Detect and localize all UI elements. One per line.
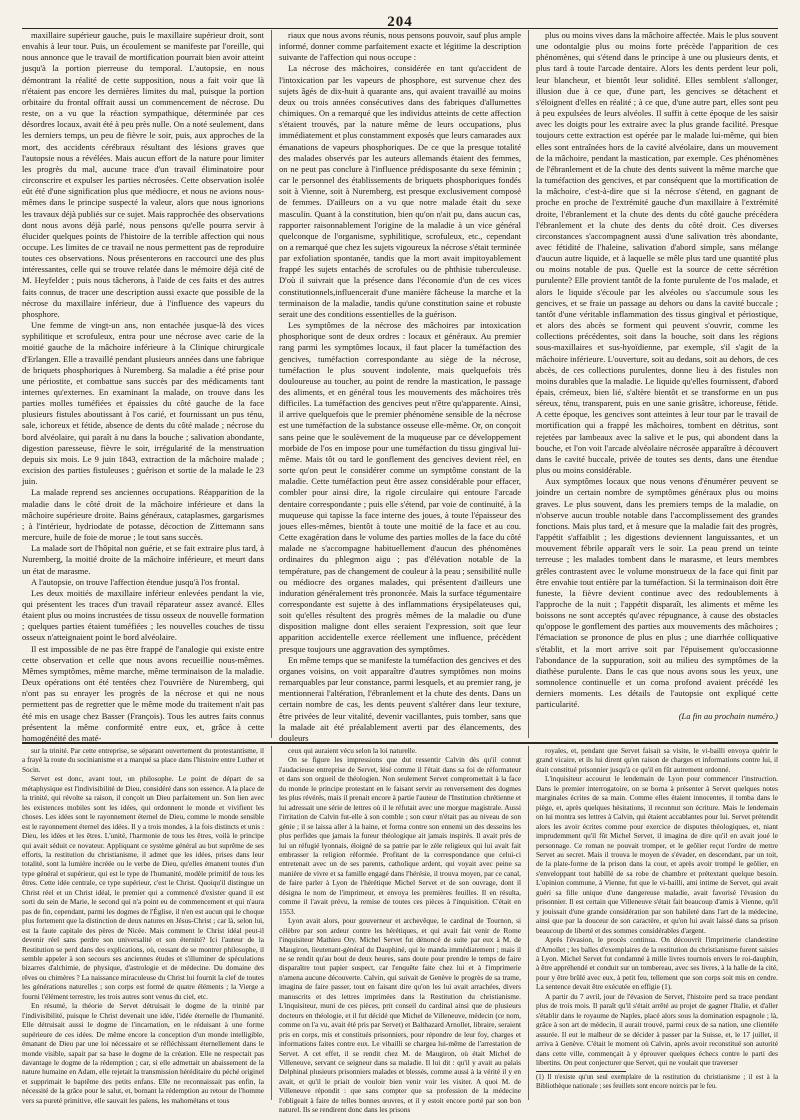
- footnote: (1) Il n'existe qu'un seul exemplaire de la restitution du christianisme ; il est à la Bibliothèque nationale ; ses feuillets sont encore noircis par le feu.: [536, 1074, 778, 1090]
- paragraph: Il est impossible de ne pas être frappé de l'analogie qui existe entre cette observation et celle que nous avons recueillie nous-mêmes. Mêmes symptômes, même marche, même terminaison de la maladie. Deux opérations ont été tentées chez l'ouvrière de Nuremberg, qui n'ont pas su enrayer les progrès de la nécrose et qui ne nous permettent pas de regretter que le même mode du traitement n'ait pas été mis en usage chez Basser (François). Tous les autres faits connus présentent la même conformité entre eux, et, grâce à cette homogénéité des maté-: [22, 643, 264, 743]
- column-divider: [271, 30, 272, 738]
- paragraph: On se figure les impressions que dut ressentir Calvin dès qu'il connut l'audacieuse entreprise de Servet, lésé comme il l'était dans sa foi de réformateur et dans son orgueil de théologien. Non seulement Servet compromettait à la face du monde le principe protestant en le faisant servir au renversement des dogmes les plus révérés, mais il prenait encore à partie l'auteur de l'Institution chrétienne et lui adressait une série de lettres où il le réfutait avec une morgue magistrale. Aussi l'irritation de Calvin fut-elle à son comble ; son cœur n'était pas au niveau de son génie ; il se laissa aller à la haine, et forma contre son ennemi un des desseins les plus perfides que jamais la fureur théologique ait jamais inspirés. Il avait près de lui un réfugié lyonnais, éloigné de sa patrie par le zèle religieux qui lui avait fait embrasser la religion réformée. Profitant de la correspondance que celui-ci entretenait avec un de ses parents, catholique ardent, qui voyait avec peine sa manière de vivre et sa famille engagé dans l'hérésie, il trouva moyen, par ce canal, de faire parler à Lyon de l'hérétique Michel Servet et de son ouvrage, dont il désigna le nom de l'imprimeur, et envoya les premières feuilles. Il en résulta, comme il l'avait prévu, la remise de toutes ces pièces à l'inquisition. C'était en 1553.: [279, 755, 521, 916]
- paragraph: La malade sort de l'hôpital non guérie, et se fait extraire plus tard, à Nuremberg, la moitié droite de la mâchoire inférieure, et meurt dans un état de marasme.: [22, 543, 264, 576]
- servet-article-column-1: [22, 746, 264, 1105]
- paragraph: royales, et, pendant que Servet faisait sa visite, le vi-bailli envoya quérir le grand vicaire, et ils lui dirent qu'en raison de charges et informations contre lui, il était constitué prisonnier jusqu'à ce qu'il en fût autrement ordonné.: [536, 746, 778, 774]
- paragraph: En résumé, la théorie de Servet détruisait le dogme de la trinité par l'indivisibilité, puisque le Christ devenait une idée, l'idée éternelle de l'humanité. Elle détruisait aussi le dogme de l'incarnation, en le réduisant à une forme supérieure de ces idées. De même encore la conception d'un monde intelligible, émanant de Dieu par une loi nécessaire et se réfléchissant éternellement dans le monde visible, sapait par sa base le dogme de la création. Elle ne respectait pas davantage le dogme de la rédemption ; car, si elle admettait un abaissement de la nature humaine en Adam, elle rejetait la transmission héréditaire du péché originel et supprimait le baptême des petits enfans. Elle ne reconnaissait pas enfin, la nécessité de la grâce pour le salut, et, bornant la rédemption au retour de l'homme vers sa pureté primitive, elle sauvait les païens, les mahométans et tous: [22, 1001, 264, 1105]
- footnote-rule: [536, 1071, 626, 1072]
- servet-article-column-3: [536, 746, 778, 1100]
- section-rule: [22, 742, 778, 744]
- paragraph: La nécrose des mâchoires, considérée en tant qu'accident de l'intoxication par les vapeurs de phosphore, est survenue chez des sujets âgés de dix-huit à quarante ans, qui avaient travaillé au moins deux ou trois années consécutives dans des fabriques d'allumettes chimiques. On a remarqué que les individus atteints de cette affection s'étaient trouvés, par la nature même de leurs occupations, plus immédiatement et plus constamment exposés que leurs camarades aux émanations de vapeurs phosphoriques. De ce que la presque totalité des malades observés par les auteurs allemands étaient des femmes, on ne peut pas conclure à l'influence prédisposante du sexe féminin ; car le personnel des établissements de briquets phosphoriques fondés soit à Vienne, soit à Nuremberg, est presque exclusivement composé de femmes. D'ailleurs on a vu que notre malade était du sexe masculin. Quant à la constitution, bien qu'on n'ait pu, dans aucun cas, rapporter raisonnablement l'origine de la maladie à un vice général quelconque de l'organisme, syphilitique, scrofuleux, etc., cependant on a remarqué que chez les sujets vigoureux la nécrose s'était terminée par exfoliation spontanée, tandis que la mort avait impitoyablement frappé les sujets entachés de scrofules ou de phthisie tuberculeuse. D'où il suivrait que la présence dans l'économie d'un de ces vices constitutionnels,influencerait d'une manière fâcheuse la marche et la terminaison de la maladie, tandis qu'une constitution saine et robuste serait une des conditions essentielles de la guérison.: [279, 63, 521, 319]
- header-rule: [22, 28, 778, 29]
- paragraph: ceux qui auraient vécu selon la loi naturelle.: [288, 746, 417, 755]
- paragraph: plus ou moins vives dans la mâchoire affectée. Mais le plus souvent une odontalgie plus ou moins forte précède l'apparition de ces phénomènes, qui s'étend dans le principe à une ou plusieurs dents, et plus tard à toute l'arcade dentaire. Alors les dents perdent leur poli, leur blancheur, et bientôt leur solidité. Elles semblent s'allonger, illusion due à ce que, d'une part, les gencives se détachent et s'éloignent d'elles en réalité ; à ce que, d'une autre part, elles sont peu à peu expulsées de leurs alvéoles. Il suffit à cette époque de les saisir avec les doigts pour les extraire avec la plus grande facilité. Presque toujours cette extraction est opérée par le malade lui-même, qui bien elles sont entraînées hors de la cavité alvéolaire, dans un mouvement de la mâchoire, pendant la mastication, par exemple. Ces phénomènes de l'ébranlement et de la chute des dents suivent la même marche que la tuméfaction des gencives, et par conséquent que la mortification de la mâchoire, c'est-à-dire que si la nécrose s'étend, en gagnant de proche en proche de l'extrémité gauche d'un maxillaire à l'extrémité droite, l'ébranlement et la chute des dents du côté gauche précédera l'ébranlement et la chute des dents du côté droit. Ces diverses circonstances s'accompagnent aussi d'une salivation très abondante, avec fétidité de l'haleine, salivation d'abord simple, sans mélange d'aucun autre liquide, et à laquelle se mêle plus tard une quantité plus ou moins notable de pus. Quelle est la source de cette sécrétion purulente? Elle provient tantôt de la fonte purulente de l'os malade, et alors le liquide s'écoule par les alvéoles ou s'accumule sous les gencives, et se fraie un passage au dehors ou dans la cavité buccale ; tantôt d'une véritable inflammation des tissus gingival et périostique, et alors des abcès se forment qui peuvent s'ouvrir, comme les collections précédentes, soit dans la bouche, soit dans les régions sous-maxillaires et sus-hyoïdienne, par exemple, s'il s'agit de la mâchoire inférieure. L'ouverture, soit au dedans, soit au dehors, de ces abcès, de ces collections purulentes, donne lieu à des fistules non moins durables que la maladie. Le liquide qu'elles fournissent, d'abord épais, crémeux, bien lié, s'altère bientôt et se transforme en un pus séreux, ténu, transparent, puis en une sanie grisâtre, ichoreuse, fétide. A cette époque, les gencives sont atteintes à leur tour par le travail de mortification qui a frappé les mâchoires, tombent en détritus, sont rejetées par lambeaux avec la salive et le pus, qui abondent dans la bouche, et l'on voit l'arcade alvéolaire nécrosée apparaître à découvert dans le cavité buccale, privée de toutes ses dents, dans une étendue plus ou moins considérable.: [536, 30, 778, 476]
- paragraph: L'inquisiteur accourut le lendemain de Lyon pour commencer l'instruction. Dans le premier interrogatoire, on se borna à présenter à Servet quelques notes marginales écrites de sa main. Comme elles étaient innocentes, il tomba dans le piège, et, après quelques hésitations, il reconnut son écriture. Mais le lendemain on lui montra ses lettres à Calvin, qui étaient accablantes pour lui. Servet prétendit alors les avoir écrites comme pour exercice de disputes théologiques, et, niant imprudemment qu'il fût Michel Servet, il imagina de dire qu'il en avait joué le personnage. Ce roman ne pouvait tromper, et le geôlier reçut l'ordre de mettre Servet au secret. Mais il trouva le moyen de s'évader, en descendant, par un toit, de la plate-forme de la prison dans la cour, et après avoir trompé le geôlier, en s'enveloppant tout habillé de sa robe de chambre et prétextant quelque besoin. L'opinion commune, à Vienne, fut que le vi-bailli, ami intime de Servet, qui avait guéri sa fille unique d'une dangereuse maladie, avait favorisé l'évasion du prisonnier. Il est certain que Villeneuve s'était fait beaucoup d'amis à Vienne, qu'il y jouissait d'une grande considération par son habileté dans l'art de la médecine, ainsi que par la douceur de son caractère, et qu'on lui avait laissé dans sa prison beaucoup de liberté et des sommes considérables d'argent.: [536, 774, 778, 935]
- medical-article-column-2: [279, 30, 521, 743]
- paragraph: Aux symptômes locaux que nous venons d'énumérer peuvent se joindre un certain nombre de symptômes généraux plus ou moins graves. Le plus souvent, dans les premiers temps de la maladie, on n'observe aucun trouble notable dans l'accomplissement des grandes fonctions. Mais plus tard, et à mesure que la maladie fait des progrès, l'appétit s'affaiblit ; les digestions deviennent languissantes, et un mouvement fébrile apparaît vers le soir. La peau prend un teinte terreuse ; les malades tombent dans le marasme, et leurs membres grêles contrastent avec le volume monstrueux de la face qui finit par être envahie tout entière par la tuméfaction. Si la terminaison doit être funeste, la fièvre devient continue avec des redoublements à l'approche de la nuit ; l'appétit disparaît, les aliments et même les boissons ne sont acceptés qu'avec répugnance, à cause des obstacles qu'oppose le gonflement des parties aux mouvements des mâchoires ; l'émaciation se prononce de plus en plus ; une diarrhée colliquative s'établit, et la mort arrive soit par l'épuisement qu'occasionne l'abondance de la suppuration, soit au milieu des symptômes de la diathèse purulente. Dans le cas que nous avons sous les yeux, une somnolence continuelle et un coma profond avaient précédé les derniers moments. Les détails de l'autopsie ont expliqué cette particularité.: [536, 476, 778, 710]
- paragraph: En même temps que se manifeste la tuméfaction des gencives et des organes voisins, on voit apparaître d'autres symptômes non moins remarquables par leur constance, parmi lesquels, et au premier rang, je mentionnerai l'altération, l'ébranlement et la chute des dents. Dans un certain nombre de cas, les dents peuvent s'altérer dans leur texture, être privées de leur vitalité, devenir vacillantes, puis tomber, sans que la malade ait été préalablement averti par des élancements, des douleurs: [279, 654, 521, 743]
- medical-article-column-1: [22, 30, 264, 743]
- column-divider: [528, 30, 529, 738]
- paragraph: A l'autopsie, on trouve l'affection étendue jusqu'à l'os frontal.: [31, 576, 240, 587]
- paragraph: Une femme de vingt-un ans, non entachée jusque-là des vices syphilitique et scrofuleux, entra pour une nécrose avec carie de la moitié gauche de la mâchoire inférieure à la Clinique chirurgicale d'Erlangen. Elle a travaillé pendant plusieurs années dans une fabrique de briquets phosphoriques à Nuremberg. Sa maladie a été prise pour une périostite, et combattue sans succès par des médicaments tant internes qu'externes. En examinant la malade, on trouve dans les parties molles tuméfiées et épaissies du côté gauche de la face plusieurs fistules aboutissant à l'os carié, et fournissant un pus ténu, sale, ichoreux et fétide, absence de dents du côté malade ; nécrose du bord alvéolaire, qui paraît à nu dans la bouche ; salivation abondante, digestion paresseuse, fièvre le soir, irrégularité de la menstruation depuis six mois. Le 9 juin 1843, extraction de la mâchoire malade ; excision des parties fistuleuses ; guérison et sortie de la malade le 23 juin.: [22, 320, 264, 487]
- paragraph: A partir du 7 avril, jour de l'évasion de Servet, l'histoire perd sa trace pendant plus de trois mois. Il paraît qu'il s'était arrêté au projet de gagner l'Italie, et d'aller s'établir dans le royaume de Naples, placé alors sous la domination espagnole ; là, grâce à son art de médecin, il aurait trouvé, parmi ceux de sa nation, une clientèle assurée. Il eut le malheur de se décider à passer par la Suisse, et, le 17 juillet, il arriva à Genève. C'était le moment où Calvin, après avoir reconstitué son autorité dans cette ville, commençait à y éprouver quelques échecs contre le parti des libertins. On peut conjecturer que Servet, qui ne voulait que traverser: [536, 991, 778, 1067]
- paragraph: La malade reprend ses anciennes occupations. Réapparition de la maladie dans le côté droit de la mâchoire inférieure et dans la mâchoire supérieure droite. Bains généraux, cataplasmes, gargarismes ; à l'intérieur, hydriodate de potasse, décoction de Zittemann sans mercure, huile de foie de morue ; le tout sans succès.: [22, 487, 264, 543]
- medical-article-column-3: [536, 30, 778, 738]
- paragraph: sur la trinité. Par cette entreprise, se séparant ouvertement du protestantisme, il a frayé la route du socinianisme et a marqué sa place dans l'histoire entre Luther et Socin.: [22, 746, 264, 774]
- paragraph: Après l'évasion, le procès continua. On découvrit l'imprimerie clandestine d'Arnollet ; les balles d'exemplaires de la restitution du christianisme furent saisies à Lyon. Michel Servet fut condamné à mille livres tournois envers le roi-dauphin, à être appréhendé et conduit sur un tombereau, avec ses livres, à la halle de la cité, pour y être brûlé avec eux, à petit feu, tellement que son corps soit mis en cendre. La sentence devait être exécutée en effigie (1).: [536, 935, 778, 992]
- column-divider: [528, 746, 529, 1100]
- paragraph: maxillaire supérieur gauche, puis le maxillaire supérieur droit, sont envahis à leur tour. Puis, un écoulement se manifeste par l'oreille, qui nous annonce que le travail de mortification pourrait bien avoir atteint jusqu'à la portion pierreuse du temporal. L'autopsie, en nous démontrant la réalité de cette supposition, nous a fait voir que là n'étaient pas encore les dernières limites du mal, puisque la portion orbitaire du frontal offrait aussi un commencement de nécrose. Du reste, on a vu que la réaction sympathique, déterminée par ces désordres locaux, avait été à peu près nulle. On a noté seulement, dans les derniers temps, un peu de fièvre le soir, puis, aux approches de la mort, des accidents cérébraux résultant des lésions graves que l'autopsie nous a révélées. Mais aucun effort de la nature pour limiter les progrès du mal, aucune trace d'un travail éliminatoire pour circonscrire et expulser les parties nécrosées. Cette observation isolée eût été d'une signification plus que médiocre, et nous ne avions nous-mêmes dans le principe suspecté la valeur, alors que nous ignorions les travaux déjà publiés sur ce sujet. Mais rapprochée des observations dont nous avons déjà parlé, nous pensons qu'elle pourra servir à élucider quelques points de l'histoire de la terrible affection qui nous occupe. Les limites de ce travail ne nous permettent pas de reproduire toutes ces observations. Nous présenterons en raccourci une des plus intéressantes, celle qui se trouve relatée dans le mémoire déjà cité de M. Heyfelder ; puis nous tâcherons, à l'aide de ces faits et des autres faits connus, de tracer une description aussi exacte que possible de la nécrose du maxillaire inférieur, due à l'influence des vapeurs du phosphore.: [22, 30, 264, 319]
- paragraph: Servet est donc, avant tout, un philosophe. Le point de départ de sa métaphysique est l'indivisibilité de Dieu, considéré dans son essence. A la place de la trinité, qui révolte sa raison, il conçoit un Dieu parfaitement un. Son lien avec les existences mobiles sont les idées, qui ordonnent le monde et vivifient les choses. Les idées sont le rayonnement éternel de Dieu, comme le monde sensible est le rayonnement éternel des idées. Il y a trois mondes, à la fois distincts et unis : Dieu, les idées et les êtres. L'unité, l'harmonie de tous les êtres, voilà le principe qui avait séduit ce novateur. Appliquant ce système général au but suprême de ses efforts, la restitution du christianisme, il admet que les idées, prises dans leur totalité, sont la lumière incréée ou le verbe de Dieu, qu'elles émanent toutes d'un type général et supérieur, qui est le type de l'humanité, modèle primitif de tous les êtres. Cette idée centrale, ce type supérieur, c'est le Christ. Quoiqu'il distingue un Christ réel et un Christ idéal, le premier qui a commencé d'exister quand il est sorti du sein de Marie, le second qui n'a point eu de commencement et qui n'aura pas de fin, cependant, parmi les dogmes de l'Église, il n'en est aucun qui le choque plus fortement que la distinction de deux natures en Jésus-Christ ; car là, selon lui, est la faute capitale des pères de Nicée. Mais comment le Christ idéal peut-il devenir réel sans perdre son universalité et son éternité? Ici l'auteur de la Restitution se perd dans des explications, où, cessant de se montrer philosophe, il semble appeler à son secours ses anciennes études et s'illuminer de spéculations bizarres d'alchimie, de physique, d'astrologie et de médecine. Du domaine des rêves ou chimères ? La naissance miraculeuse du Christ lui fournit la clef de toutes les générations naturelles ; son corps est formé de quatre éléments ; la Vierge a fourni l'élément terrestre, les trois autres sont venus du ciel, etc.: [22, 774, 264, 1001]
- page-number: 204: [387, 14, 413, 30]
- continued-note: (La fin au prochain numéro.): [678, 710, 778, 721]
- paragraph: Lyon avait alors, pour gouverneur et archevêque, le cardinal de Tournon, si célèbre par son ardeur contre les hérétiques, et qui avait fait venir de Rome l'inquisiteur Mathieu Ory. Michel Servet fut dénoncé de suite par eux à M. de Maugiron, lieutenant-général du Dauphiné, qui le manda immédiatement ; mais il ne se rendit qu'au bout de deux heures, sans doute pour prendre le temps de faire disparaître tout papier suspect, car l'enquête faite chez lui et à l'imprimerie n'amena aucune découverte. Calvin, qui suivait de Genève le progrès de sa trame, imagina de faire passer, tout en faisant dire qu'on les lui avait arrachées, divers manuscrits et des lettres imprimées dans la Restitution du christianisme. L'inquisiteur, muni de ces pièces, prit conseil du cardinal ainsi que de plusieurs docteurs en théologie, et il fut décidé que Michel de Villeneuve, médecin (ce nom, comme on l'a vu, avait été pris par Servet) et Balthazard Arnollet, libraire, seraient pris en corps, mis et constitués prisonniers, pour répondre de leur foy, charges et informations faites contre eux. Le vibailli se chargea lui-même de l'arrestation de Servet. A cet effet, il se rendit chez M. de Maugiron, où était Michel de Villeneuve, servant ce seigneur dans sa maladie. Il lui dit : qu'il y avait au palais Delphinal plusieurs prisonniers malades et blessés, comme aussi à la vérité il y en avait, et qu'il le priait de vouloir bien venir voir les visiter. A quoi M. de Villeneuve répondit : que sans compter que sa profession de la médecine l'obligeait à faire de telles bonnes œuvres, et il y estoit encore porté par son bon naturel. Ils se rendirent donc dans les prisons: [279, 916, 521, 1115]
- paragraph: riaux que nous avons réunis, nous pensons pouvoir, sauf plus ample informé, donner comme parfaitement exacte et légitime la description suivante de l'affection qui nous occupe :: [279, 30, 521, 63]
- paragraph: Les symptômes de la nécrose des mâchoires par intoxication phosphorique sont de deux ordres : locaux et généraux. Au premier rang parmi les symptômes locaux, il faut placer la tuméfaction des gencives, tuméfaction correspondante au siège de la nécrose, tuméfaction le plus souvent indolente, mais quelquefois très douloureuse au toucher, au point de rendre la mastication, le passage des aliments, et en général tous les mouvements des mâchoires très difficiles. La tuméfaction des gencives peut n'être qu'apparente. Ainsi, il arrive quelquefois que le premier phénomène sensible de la nécrose est une tuméfaction de la substance osseuse elle-même. Or, on conçoit sans peine que le soulèvement de la muqueuse par ce développement morbide de l'os en impose pour une tuméfaction du tissu gingival lui-même. Mais tôt ou tard le gonflement des gencives devient réel, en sorte qu'on peut le considérer comme un symptôme constant de la maladie. Cette tuméfaction peut être assez considérable pour effacer, combler pour ainsi dire, la rigole circulaire qui entoure l'arcade dentaire correspondante ; puis elle s'étend, par voie de continuité, à la muqueuse qui tapisse la face interne des joues, à toute l'épaisseur des joues elles-mêmes, bientôt à toute une moitié de la face et au cou. Cette exagération dans le volume des parties molles de la face du côté malade ne s'accompagne habituellement d'aucun des phénomènes ordinaires du phlegmon aigu ; pas d'élévation notable de la température, pas de changement de couleur à la peau ; sensibilité nulle ou médiocre des organes malades, qui présentent d'ailleurs une induration généralement très prononcée. Mais la surface tégumentaire correspondante est sujette à des inflammations érysipélateuses qui, soit qu'elles résultent des progrès mêmes de la maladie ou d'une disposition maligne dont elles seraient l'expression, soit que leur apparition accidentelle exerce réellement une influence, précèdent presque toujours une aggravation des symptômes.: [279, 320, 521, 654]
- servet-article-column-2: [279, 746, 521, 1115]
- column-divider: [271, 746, 272, 1100]
- paragraph: Les deux moitiés de maxillaire inférieur enlevées pendant la vie, qui présentent les traces d'un travail réparateur assez avancé. Elles étaient plus ou moins incrustées de tissu osseux de nouvelle formation ; quelques parties étaient tuméfiées ; les nouvelles couches de tissu osseux n'atteignaient point le bord alvéolaire.: [22, 587, 264, 643]
